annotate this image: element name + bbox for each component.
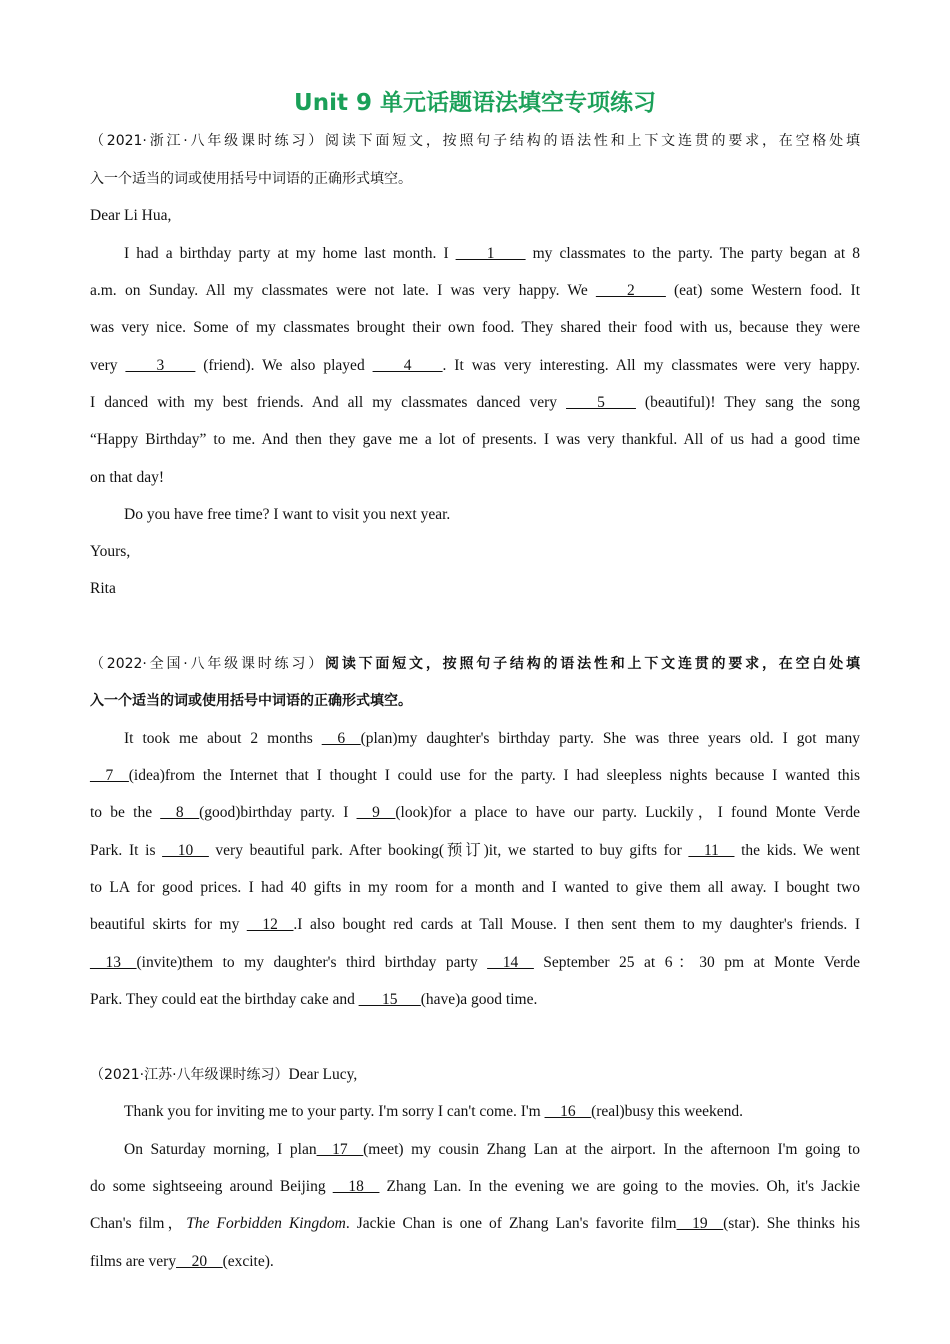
blank-17: __17__ — [316, 1141, 364, 1158]
blank-20: __20__ — [176, 1253, 223, 1270]
s1-instruction: （2021·浙江·八年级课时练习）阅读下面短文，按照句子结构的语法性和上下文连贯的要求，在空格处填 — [90, 133, 861, 149]
s2-instruction-cont: 入一个适当的词或使用括号中词语的正确形式填空。 — [90, 693, 412, 709]
s1-paragraph-2: Do you have free time? I want to visit you next year. — [124, 506, 451, 523]
blank-18: __18__ — [332, 1178, 380, 1195]
page-title: Unit 9 单元话题语法填空专项练习 — [294, 90, 656, 116]
blank-12: __12__ — [246, 916, 294, 933]
s2-line: to be the __8__(good)birthday party. I __9__(look)for a place to have our party. Luckily，I found Monte Verde — [90, 804, 861, 821]
blank-8: __8__ — [160, 804, 200, 821]
blank-5: ____5____ — [566, 394, 636, 411]
s1-line: on that day! — [90, 469, 165, 486]
s1-line: I danced with my best friends. And all my classmates danced very ____5____ (beautiful)! They sang the song — [90, 394, 860, 411]
s3-line: Thank you for inviting me to your party. I'm sorry I can't come. I'm __16__(real)busy this weekend. — [124, 1103, 744, 1120]
blank-14: __14__ — [487, 954, 534, 971]
blank-11: __11__ — [688, 842, 735, 859]
blank-10: __10__ — [162, 842, 209, 859]
blank-9: __9__ — [356, 804, 396, 821]
blank-7: __7__ — [90, 767, 129, 784]
s2-line: to LA for good prices. I had 40 gifts in my room for a month and I wanted to give them all away. I bought two — [90, 879, 860, 896]
s3-line: films are very__20__(excite). — [90, 1253, 274, 1270]
s3-line: do some sightseeing around Beijing __18__ Zhang Lan. In the evening we are going to the movies. Oh, it's Jackie — [90, 1178, 860, 1195]
s2-line: __7__(idea)from the Internet that I thought I could use for the party. I had sleepless nights because I wanted this — [90, 767, 860, 784]
film-title: The Forbidden Kingdom — [186, 1215, 346, 1232]
s1-closing: Yours, — [90, 543, 131, 560]
blank-3: ____3____ — [125, 357, 196, 374]
s1-greeting: Dear Li Hua, — [90, 207, 172, 224]
blank-6: __6__ — [321, 730, 361, 747]
s2-source: （2022·全国·八年级课时练习） — [90, 656, 326, 672]
blank-2: ____2____ — [595, 282, 666, 299]
blank-19: __19__ — [676, 1215, 724, 1232]
s1-line: I had a birthday party at my home last month. I ____1____ my classmates to the party. The party began at 8 — [124, 245, 860, 262]
s1-line: a.m. on Sunday. All my classmates were not late. I was very happy. We ____2____ (eat) some Western food. It — [90, 282, 861, 299]
s1-line: was very nice. Some of my classmates brought their own food. They shared their food with us, because they were — [90, 319, 860, 336]
s3-line: Chan's film，The Forbidden Kingdom. Jackie Chan is one of Zhang Lan's favorite film__19__(star). She thinks his — [90, 1215, 860, 1232]
blank-16: __16__ — [544, 1103, 592, 1120]
s2-line: Park. It is __10__ very beautiful park. After booking(预订)it, we started to buy gifts for __11__ the kids. We went — [90, 842, 860, 859]
s2-instruction: （2022·全国·八年级课时练习）阅读下面短文，按照句子结构的语法性和上下文连贯的要求，在空白处填 — [90, 656, 861, 672]
s2-line: Park. They could eat the birthday cake and ___15___(have)a good time. — [90, 991, 538, 1008]
s2-line: __13__(invite)them to my daughter's third birthday party __14__ September 25 at 6：30 pm at Monte Verde — [90, 954, 860, 971]
s3-greeting: Dear Lucy, — [288, 1066, 358, 1083]
s3-line: On Saturday morning, I plan__17__(meet) my cousin Zhang Lan at the airport. In the afternoon I'm going to — [124, 1141, 860, 1158]
s1-source: （2021·浙江·八年级课时练习） — [90, 133, 326, 149]
blank-13: __13__ — [90, 954, 137, 971]
blank-15: ___15___ — [358, 991, 421, 1008]
s2-line: beautiful skirts for my __12__.I also bought red cards at Tall Mouse. I then sent them to my daughter's friends. I — [90, 916, 860, 933]
blank-4: ____4____ — [372, 357, 443, 374]
s3-header — [90, 1065, 860, 1085]
s1-instruction-cont: 入一个适当的词或使用括号中词语的正确形式填空。 — [90, 171, 412, 187]
s1-line: very ____3____ (friend). We also played ____4____. It was very interesting. All my classmates were very happy. — [90, 357, 860, 374]
blank-1: ____1____ — [455, 245, 526, 262]
s3-source: （2021·江苏·八年级课时练习） — [90, 1067, 289, 1083]
s1-signature: Rita — [90, 580, 116, 597]
s2-line: It took me about 2 months __6__(plan)my daughter's birthday party. She was three years old. I got many — [124, 730, 860, 747]
s1-line: “Happy Birthday” to me. And then they gave me a lot of presents. I was very thankful. All of us had a good time — [90, 431, 860, 448]
